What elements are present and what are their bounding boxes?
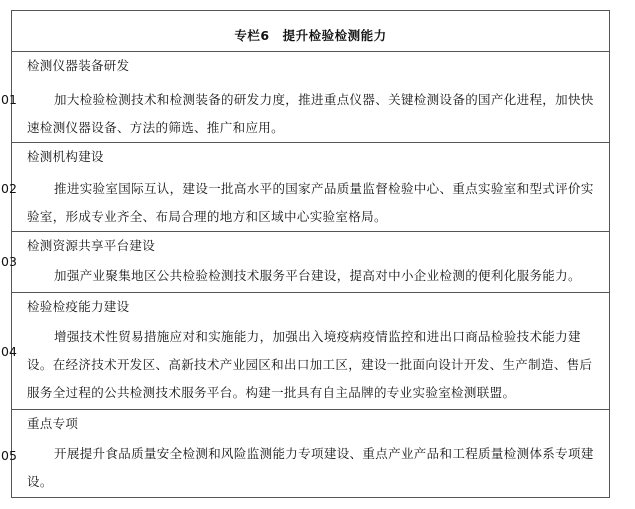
section-heading: 检验检疫能力建设 <box>27 299 130 314</box>
column-title: 专栏6 提升检验检测能力 <box>12 11 609 52</box>
section-row <box>1 410 609 497</box>
section-number: 04 <box>1 344 17 359</box>
section-body: 开展提升食品质量安全检测和风险监测能力专项建设、重点产业产品和工程质量检测体系专项建设。 <box>27 446 594 489</box>
section-number: 02 <box>1 181 17 196</box>
section-row <box>1 293 609 410</box>
section-body: 加强产业聚集地区公共检验检测技术服务平台建设，提高对中小企业检测的便利化服务能力。 <box>54 268 581 283</box>
section-number: 01 <box>1 92 17 107</box>
section-body: 推进实验室国际互认，建设一批高水平的国家产品质量监督检验中心、重点实验室和型式评价实验室，形成专业齐全、布局合理的地方和区域中心实验室格局。 <box>27 181 594 224</box>
column-box <box>1 10 610 498</box>
section-heading: 检测机构建设 <box>27 149 104 164</box>
section-number: 05 <box>1 448 17 463</box>
section-number: 03 <box>1 254 17 269</box>
section-body: 加大检验检测技术和检测装备的研发力度，推进重点仪器、关键检测设备的国产化进程，加快快速检测仪器设备、方法的筛选、推广和应用。 <box>27 92 594 135</box>
section-row <box>1 52 609 143</box>
section-row <box>1 232 609 293</box>
section-heading: 检测资源共享平台建设 <box>27 238 156 253</box>
section-body: 增强技术性贸易措施应对和实施能力，加强出入境疫病疫情监控和进出口商品检验技术能力建设。在经济技术开发区、高新技术产业园区和出口加工区，建设一批面向设计开发、生产制造、售后服务全过程的公共检测技术服务平台。构建一批具有自主品牌的专业实验室检测联盟。 <box>27 329 593 400</box>
section-row <box>1 143 609 232</box>
section-heading: 检测仪器装备研发 <box>27 58 130 73</box>
section-heading: 重点专项 <box>27 416 79 431</box>
